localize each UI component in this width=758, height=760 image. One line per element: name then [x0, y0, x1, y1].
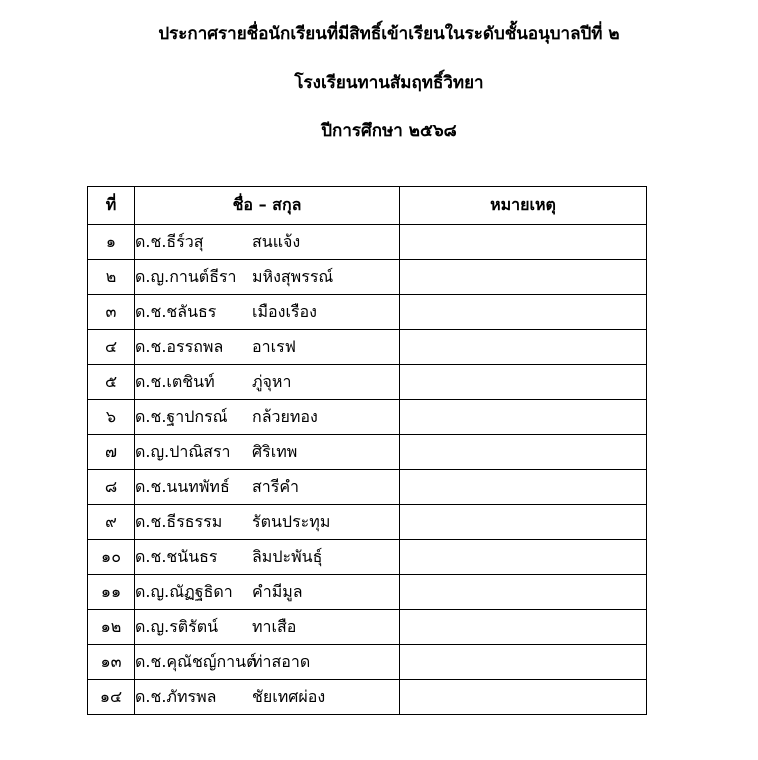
table-row: [88, 365, 647, 400]
student-name-cell: [135, 330, 400, 365]
remarks-cell: [400, 505, 647, 540]
student-name-cell: [135, 400, 400, 435]
announcement-title: ประกาศรายชื่อนักเรียนที่มีสิทธิ์เข้าเรียนในระดับชั้นอนุบาลปีที่ ๒: [158, 24, 620, 44]
student-last-name: สนแจ้ง: [252, 231, 301, 251]
table-row: [88, 225, 647, 260]
student-first-name: ด.ญ.รติรัตน์: [135, 616, 219, 636]
remarks-cell: [400, 540, 647, 575]
student-last-name: สารีคำ: [252, 476, 300, 496]
row-number: ๑๐: [88, 540, 135, 575]
remarks-cell: [400, 680, 647, 715]
student-name-cell: [135, 260, 400, 295]
student-last-name: อาเรฟ: [252, 336, 296, 356]
remarks-cell: [400, 435, 647, 470]
student-first-name: ด.ช.ชลันธร: [135, 301, 217, 321]
student-last-name: ชัยเทศผ่อง: [252, 686, 326, 706]
student-last-name: คำมีมูล: [252, 581, 303, 601]
student-first-name: ด.ช.ธีร์วสุ: [135, 231, 204, 251]
table-row: [88, 470, 647, 505]
student-name-cell: [135, 610, 400, 645]
remarks-cell: [400, 400, 647, 435]
student-name-cell: [135, 645, 400, 680]
row-number: ๘: [88, 470, 135, 505]
student-last-name: มหิงสุพรรณ์: [252, 266, 334, 286]
remarks-cell: [400, 575, 647, 610]
student-last-name: ทาเสือ: [252, 616, 297, 636]
row-number: ๙: [88, 505, 135, 540]
row-number: ๓: [88, 295, 135, 330]
student-name-cell: [135, 295, 400, 330]
student-first-name: ด.ช.นนทพัทธ์: [135, 476, 230, 496]
table-row: [88, 400, 647, 435]
table-row: [88, 540, 647, 575]
student-name-cell: [135, 575, 400, 610]
academic-year: ปีการศึกษา ๒๕๖๘: [321, 121, 457, 141]
student-last-name: กล้วยทอง: [252, 406, 318, 426]
table-row: [88, 645, 647, 680]
student-name-cell: [135, 435, 400, 470]
student-name-cell: [135, 680, 400, 715]
student-last-name: รัตนประทุม: [252, 511, 331, 531]
student-name-cell: [135, 470, 400, 505]
row-number: ๑๑: [88, 575, 135, 610]
table-row: [88, 505, 647, 540]
row-number: ๖: [88, 400, 135, 435]
row-number: ๑๔: [88, 680, 135, 715]
student-first-name: ด.ช.ธีรธรรม: [135, 511, 223, 531]
row-number: ๑๒: [88, 610, 135, 645]
row-number: ๒: [88, 260, 135, 295]
remarks-cell: [400, 225, 647, 260]
student-name-cell: [135, 505, 400, 540]
student-first-name: ด.ช.คุณัชญ์กานต์: [135, 651, 257, 671]
student-first-name: ด.ญ.ปาณิสรา: [135, 441, 231, 461]
column-header-remarks: หมายเหตุ: [400, 187, 647, 225]
remarks-cell: [400, 645, 647, 680]
table-row: [88, 610, 647, 645]
row-number: ๔: [88, 330, 135, 365]
remarks-cell: [400, 330, 647, 365]
student-last-name: ลิมปะพันธุ์: [252, 546, 323, 566]
student-first-name: ด.ช.ชนันธร: [135, 546, 218, 566]
table-header-row: [88, 187, 647, 225]
table-row: [88, 435, 647, 470]
table-body: [88, 225, 647, 715]
student-name-cell: [135, 225, 400, 260]
student-first-name: ด.ญ.กานต์ธีรา: [135, 266, 237, 286]
student-first-name: ด.ญ.ณัฏฐธิดา: [135, 581, 233, 601]
student-last-name: เมืองเรือง: [252, 301, 317, 321]
table-row: [88, 575, 647, 610]
column-header-name: ชื่อ – สกุล: [135, 187, 400, 225]
student-roster-table: [87, 186, 647, 715]
remarks-cell: [400, 470, 647, 505]
table-row: [88, 680, 647, 715]
remarks-cell: [400, 260, 647, 295]
column-header-number: ที่: [88, 187, 135, 225]
student-last-name: ภู่จุหา: [252, 371, 292, 391]
student-last-name: ศิริเทพ: [252, 441, 298, 461]
row-number: ๕: [88, 365, 135, 400]
student-first-name: ด.ช.เตชินท์: [135, 371, 215, 391]
remarks-cell: [400, 365, 647, 400]
table-row: [88, 295, 647, 330]
row-number: ๗: [88, 435, 135, 470]
table-row: [88, 260, 647, 295]
student-name-cell: [135, 540, 400, 575]
remarks-cell: [400, 610, 647, 645]
student-name-cell: [135, 365, 400, 400]
student-last-name: ท่าสอาด: [252, 651, 311, 671]
row-number: ๑๓: [88, 645, 135, 680]
student-first-name: ด.ช.อรรถพล: [135, 336, 224, 356]
student-first-name: ด.ช.ภัทรพล: [135, 686, 217, 706]
student-first-name: ด.ช.ฐาปกรณ์: [135, 406, 228, 426]
table-row: [88, 330, 647, 365]
school-name: โรงเรียนทานสัมฤทธิ์วิทยา: [294, 73, 484, 93]
row-number: ๑: [88, 225, 135, 260]
remarks-cell: [400, 295, 647, 330]
